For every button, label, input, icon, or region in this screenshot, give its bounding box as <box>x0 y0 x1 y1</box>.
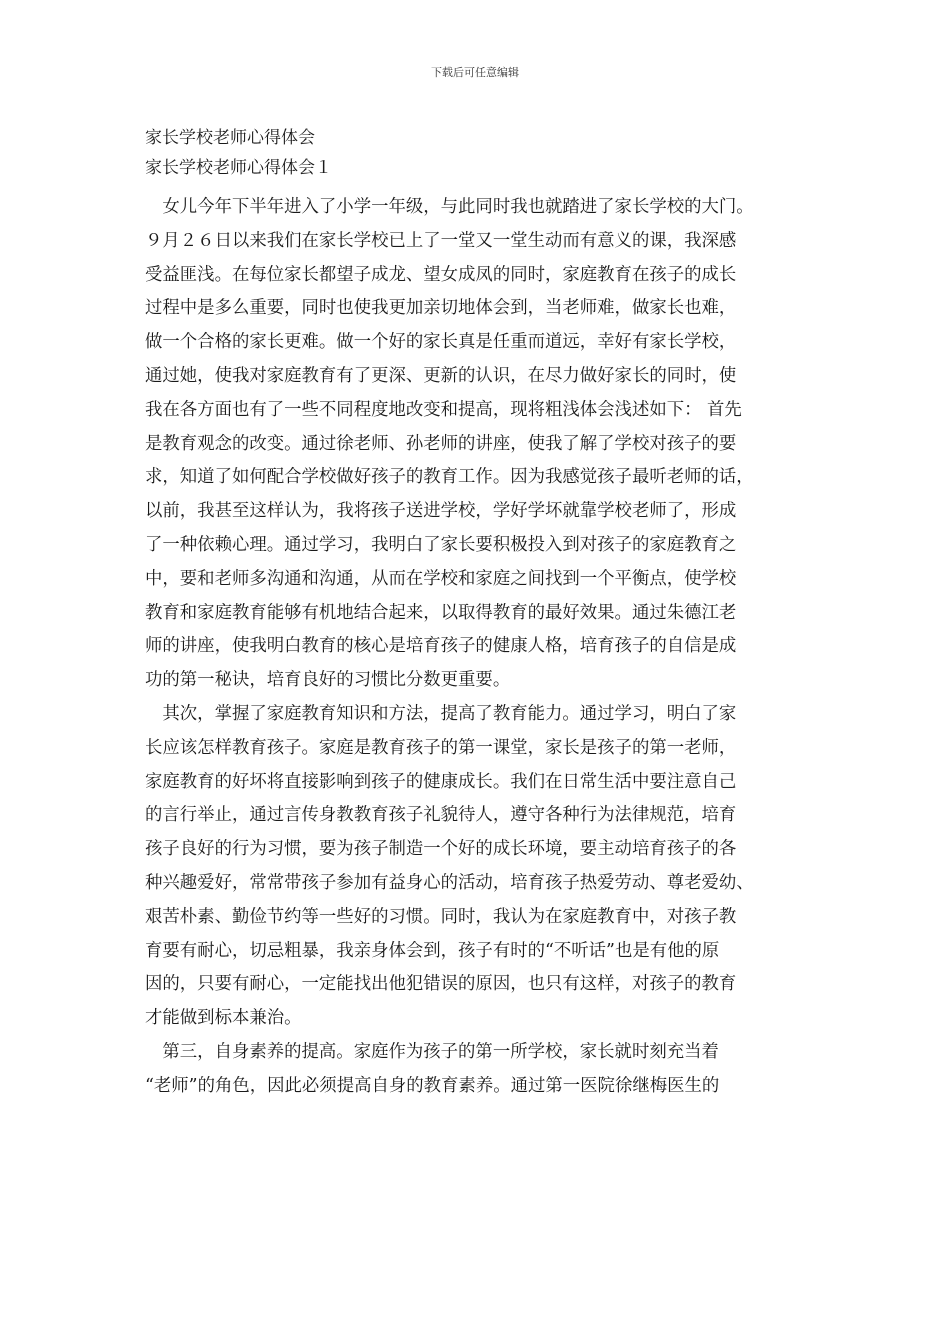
text-line: 了一种依赖心理。通过学习，我明白了家长要积极投入到对孩子的家庭教育之 <box>145 535 737 555</box>
text-line: 的言行举止，通过言传身教教育孩子礼貌待人，遵守各种行为法律规范，培育 <box>145 805 737 826</box>
text-line: 第三，自身素养的提高。家庭作为孩子的第一所学校，家长就时刻充当着 <box>145 1042 719 1062</box>
text-line: 家庭教育的好坏将直接影响到孩子的健康成长。我们在日常生活中要注意自己 <box>145 771 737 792</box>
text-line: 其次，掌握了家庭教育知识和方法，提高了教育能力。通过学习，明白了家 <box>145 704 737 724</box>
text-line: 过程中是多么重要，同时也使我更加亲切地体会到，当老师难，做家长也难， <box>145 298 737 319</box>
text-line: 长应该怎样教育孩子。家庭是教育孩子的第一课堂，家长是孩子的第一老师， <box>145 737 737 758</box>
text-line: 中，要和老师多沟通和沟通，从而在学校和家庭之间找到一个平衡点，使学校 <box>145 568 737 589</box>
text-line: 育要有耐心，切忌粗暴，我亲身体会到，孩子有时的“不听话”也是有他的原 <box>145 940 720 961</box>
text-line: “老师”的角色，因此必须提高自身的教育素养。通过第一医院徐继梅医生的 <box>145 1075 720 1096</box>
text-line: 是教育观念的改变。通过徐老师、孙老师的讲座，使我了解了学校对孩子的要 <box>145 433 737 454</box>
page-header-note: 下载后可任意编辑 <box>431 66 519 79</box>
text-line: 师的讲座，使我明白教育的核心是培育孩子的健康人格，培育孩子的自信是成 <box>145 636 737 657</box>
text-line: 因的，只要有耐心，一定能找出他犯错误的原因，也只有这样，对孩子的教育 <box>145 974 737 995</box>
document-title: 家长学校老师心得体会 <box>145 128 315 148</box>
text-line: ９月２６日以来我们在家长学校已上了一堂又一堂生动而有意义的课，我深感 <box>145 230 737 251</box>
text-line: 我在各方面也有了一些不同程度地改变和提高，现将粗浅体会浅述如下： 首先 <box>145 399 742 420</box>
text-line: 以前，我甚至这样认为，我将孩子送进学校，学好学坏就靠学校老师了，形成 <box>145 501 737 522</box>
text-line: 艰苦朴素、勤俭节约等一些好的习惯。同时，我认为在家庭教育中，对孩子教 <box>145 906 737 927</box>
text-line: 种兴趣爱好，常常带孩子参加有益身心的活动，培育孩子热爱劳动、尊老爱幼、 <box>145 873 754 893</box>
text-line: 孩子良好的行为习惯，要为孩子制造一个好的成长环境，要主动培育孩子的各 <box>145 839 737 860</box>
text-line: 做一个合格的家长更难。做一个好的家长真是任重而道远，幸好有家长学校， <box>145 332 737 353</box>
text-line: 教育和家庭教育能够有机地结合起来，以取得教育的最好效果。通过朱德江老 <box>145 602 737 623</box>
text-line: 受益匪浅。在每位家长都望子成龙、望女成凤的同时，家庭教育在孩子的成长 <box>145 264 737 285</box>
text-line: 功的第一秘诀，培育良好的习惯比分数更重要。 <box>145 670 511 691</box>
text-line: 女儿今年下半年进入了小学一年级，与此同时我也就踏进了家长学校的大门。 <box>145 197 754 217</box>
document-subtitle: 家长学校老师心得体会１ <box>145 158 332 178</box>
text-line: 通过她，使我对家庭教育有了更深、更新的认识，在尽力做好家长的同时，使 <box>145 366 737 386</box>
text-line: 求，知道了如何配合学校做好孩子的教育工作。因为我感觉孩子最听老师的话， <box>145 467 754 488</box>
text-line: 才能做到标本兼治。 <box>145 1008 302 1029</box>
